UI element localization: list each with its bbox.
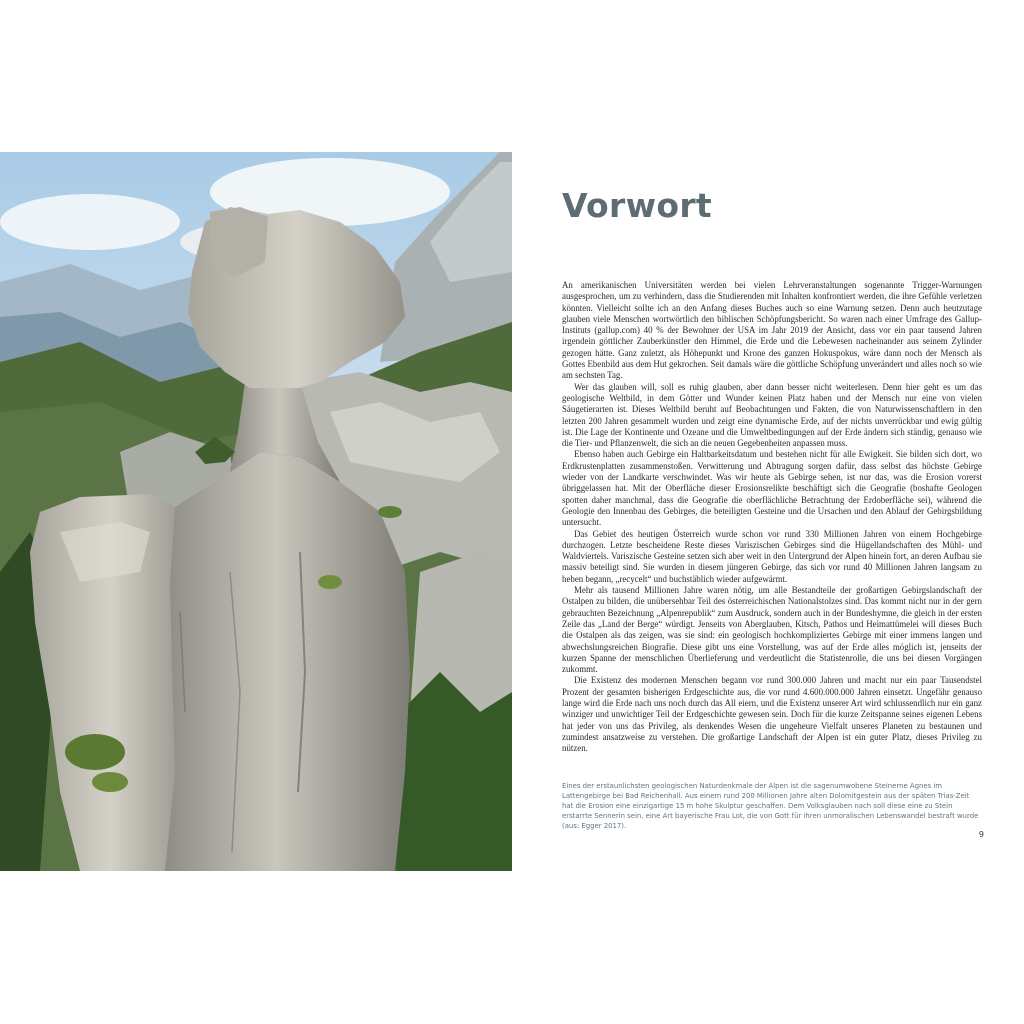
rock-formation-photo <box>0 152 512 871</box>
page-number: 9 <box>978 830 984 839</box>
paragraph: Mehr als tausend Millionen Jahre waren nötig, um alle Bestandteile der großartigen Gebirgslandschaft der Ostalpen zu bilden, die unübersehbar Teil des österreichischen Nationalstolzes sind. Das kommt nicht nur in der gern gebrauchten Bezeichnung „Alpenrepublik“ zum Ausdruck, sondern auch in der Bundeshymne, die gleich in der ersten Zeile das „Land der Berge“ würdigt. Jenseits von Aberglauben, Kitsch, Pathos und Heimattümelei will dieses Buch die Ostalpen als das zeigen, was sie sind: ein geologisch hochkompliziertes Gebirge mit einer immens langen und abwechslungsreichen Biografie. Diese gibt uns eine Vorstellung, was auf der Erde alles möglich ist, jenseits der kurzen Spanne der menschlichen Überlieferung und verdeutlicht die Statistenrolle, die uns bei diesen Vorgängen zukommt. <box>562 585 982 675</box>
paragraph: Das Gebiet des heutigen Österreich wurde schon vor rund 330 Millionen Jahren von einem Hochgebirge durchzogen. Letzte bescheidene Reste dieses Variszischen Gebirges sind die Hügellandschaften des Mühl- und Waldviertels. Variszische Gesteine setzen sich aber weit in den Untergrund der Alpen hinein fort, an deren Aufbau sie massiv beteiligt sind. Sie wurden in diesem jüngeren Gebirge, das sich vor rund 40 Millionen Jahren langsam zu heben begann, „recycelt“ und buchstäblich wieder aufgewärmt. <box>562 528 982 584</box>
body-text <box>562 280 982 754</box>
photo-caption: Eines der erstaunlichsten geologischen Naturdenkmale der Alpen ist die sagenumwobene Steinerne Agnes im Lattengebirge bei Bad Reichenhall. Aus einem rund 200 Millionen Jahre alten Dolomitgestein aus der späten Trias-Zeit hat die Erosion eine einzigartige 15 m hohe Skulptur geschaffen. Dem Volksglauben nach soll diese eine zu Stein erstarrte Sennerin sein, eine Art bayerische Frau Lot, die von Gott für ihren unmoralischen Lebenswandel bestraft wurde (aus: Egger 2017). <box>562 782 979 830</box>
paragraph: Die Existenz des modernen Menschen begann vor rund 300.000 Jahren und macht nur ein paar Tausendstel Prozent der gesamten bisherigen Erdgeschichte aus, die vor rund 4.600.000.000 Jahren einsetzt. Ungefähr genauso lange wird die Erde nach uns noch durch das All eiern, und die Existenz unserer Art wird schlussendlich nur ein ganz winziger und unwichtiger Teil der Erdgeschichte gewesen sein. Doch für die kurze Zeitspanne seines eigenen Lebens hat jeder von uns das Privileg, als denkendes Wesen die ungeheure Vielfalt unseres Planeten zu bestaunen und zumindest ansatzweise zu verstehen. Die großartige Landschaft der Alpen ist ein guter Platz, dieses Privileg zu nützen. <box>562 675 982 754</box>
paragraph: Wer das glauben will, soll es ruhig glauben, aber dann besser nicht weiterlesen. Denn hier geht es um das geologische Weltbild, in dem Götter und Wunder keinen Platz haben und der Mensch nur eine von vielen Säugetierarten ist. Dieses Weltbild beruht auf Beobachtungen und Fakten, die von Naturwissenschaftlern in den letzten 200 Jahren gesammelt wurden und zeigt eine dynamische Erde, auf der nichts unverrückbar und ewig gültig ist. Die Lage der Kontinente und Ozeane und die Umweltbedingungen auf der Erde ändern sich ständig, genauso wie die Tier- und Pflanzenwelt, die sich an die neuen Gegebenheiten anpassen muss. <box>562 381 982 449</box>
paragraph: Ebenso haben auch Gebirge ein Haltbarkeitsdatum und bestehen nicht für alle Ewigkeit. Sie bilden sich dort, wo Erdkrustenplatten zusammenstoßen. Verwitterung und Abtragung sorgen dafür, dass selbst das höchste Gebirge wieder von der Landkarte verschwindet. Was wir heute als Gebirge sehen, ist nur das, was die Erosion vorerst übriggelassen hat. Mit der Oberfläche dieser Erosionsrelikte beschäftigt sich die Geografie (boshafte Geologen spotten daher manchmal, dass die Geografie die oberflächliche Betrachtung der Erdoberfläche sei), während die Geologie den Innenbau des Gebirges, die beteiligten Gesteine und die Ursachen und den Ablauf der Gebirgsbildung untersucht. <box>562 449 982 528</box>
paragraph: An amerikanischen Universitäten werden bei vielen Lehrveranstaltungen sogenannte Trigger-Warnungen ausgesprochen, um zu verhindern, dass die Studierenden mit Inhalten konfrontiert werden, die ihre Gefühle verletzen könnten. Vielleicht sollte ich an den Anfang dieses Buches auch so eine Warnung setzen. Denn auch heutzutage glauben viele Menschen wortwörtlich den biblischen Schöpfungsbericht. So waren nach einer Umfrage des Gallup-Instituts (gallup.com) 40 % der Bewohner der USA im Jahr 2019 der Ansicht, dass vor ein paar tausend Jahren irgendein göttlicher Zauberkünstler den Himmel, die Erde und die Lebewesen nacheinander aus seinem Zylinder gezogen hätte. Ganz zuletzt, als Höhepunkt und Krone des ganzen Hokuspokus, wäre dann noch der Mensch als Gottes Ebenbild aus dem Hut gekrochen. Seit damals wäre die göttliche Schöpfung unverändert und alles noch so wie am sechsten Tag. <box>562 280 982 381</box>
page-title: Vorwort <box>562 186 712 225</box>
